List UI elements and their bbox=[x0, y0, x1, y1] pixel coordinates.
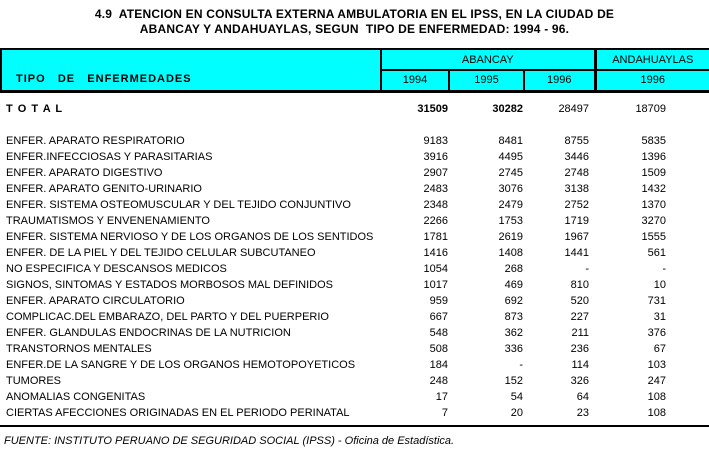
column-header-abancay-1994: 1994 bbox=[381, 70, 449, 91]
cell-andahuaylas-1996: 108 bbox=[647, 407, 667, 419]
page-title-line2: ABANCAY Y ANDAHUAYLAS, SEGUN TIPO DE ENFERMEDAD: 1994 - 96. bbox=[139, 22, 570, 36]
table-row bbox=[1, 197, 709, 213]
total-label: T O T A L bbox=[6, 103, 64, 115]
cell-1994: 9183 bbox=[423, 135, 448, 147]
table-row bbox=[1, 389, 709, 405]
row-label: ENFER. APARATO DIGESTIVO bbox=[6, 167, 163, 179]
column-header-andahuaylas-1996: 1996 bbox=[595, 70, 709, 91]
cell-1996: 236 bbox=[570, 343, 590, 355]
row-label: COMPLICAC.DEL EMBARAZO, DEL PARTO Y DEL PUERPERIO bbox=[6, 311, 329, 323]
table-row bbox=[1, 309, 709, 325]
cell-1994: 1017 bbox=[423, 279, 448, 291]
cell-1996: 3446 bbox=[564, 151, 590, 163]
table-row bbox=[1, 405, 709, 421]
cell-andahuaylas-1996: 10 bbox=[653, 279, 667, 291]
row-label: TUMORES bbox=[6, 375, 61, 387]
cell-1996: 23 bbox=[576, 407, 590, 419]
page-title-line1: 4.9 ATENCION EN CONSULTA EXTERNA AMBULATORIA EN EL IPSS, EN LA CIUDAD DE bbox=[94, 7, 615, 21]
column-header-abancay-1996: 1996 bbox=[524, 70, 595, 91]
page-title bbox=[0, 0, 709, 37]
cell-1994: 1054 bbox=[423, 263, 448, 275]
cell-1995: 692 bbox=[504, 295, 523, 307]
cell-1995: 54 bbox=[510, 391, 523, 403]
row-label: ENFER. SISTEMA OSTEOMUSCULAR Y DEL TEJIDO CONJUNTIVO bbox=[6, 199, 351, 211]
cell-1995: 20 bbox=[510, 407, 523, 419]
row-label: SIGNOS, SINTOMAS Y ESTADOS MORBOSOS MAL DEFINIDOS bbox=[6, 279, 334, 291]
column-group-andahuaylas: ANDAHUAYLAS bbox=[595, 49, 709, 70]
cell-andahuaylas-1996: 1432 bbox=[641, 183, 667, 195]
cell-1996: 520 bbox=[570, 295, 590, 307]
cell-andahuaylas-1996: 31 bbox=[653, 311, 667, 323]
header-row-groups bbox=[1, 49, 709, 70]
cell-1996: 1441 bbox=[564, 247, 590, 259]
row-label: ENFER. SISTEMA NERVIOSO Y DE LOS ORGANOS DE LOS SENTIDOS bbox=[6, 231, 374, 243]
column-header-disease-type: TIPO DE ENFERMEDADES bbox=[1, 49, 381, 91]
cell-1994: 667 bbox=[429, 311, 448, 323]
total-value-andahuaylas-1996: 18709 bbox=[635, 103, 667, 115]
cell-1995: 268 bbox=[504, 263, 523, 275]
cell-1996: 227 bbox=[570, 311, 590, 323]
cell-1994: 1416 bbox=[423, 247, 448, 259]
cell-1994: 7 bbox=[441, 407, 448, 419]
cell-1994: 959 bbox=[429, 295, 448, 307]
cell-andahuaylas-1996: 3270 bbox=[641, 215, 667, 227]
cell-1996: 64 bbox=[576, 391, 590, 403]
table-body bbox=[1, 91, 709, 421]
row-label: ENFER.DE LA SANGRE Y DE LOS ORGANOS HEMOTOPOYETICOS bbox=[6, 359, 356, 371]
cell-1995: 2479 bbox=[498, 199, 523, 211]
table-row bbox=[1, 149, 709, 165]
table-row bbox=[1, 261, 709, 277]
table-row bbox=[1, 277, 709, 293]
cell-1995: 873 bbox=[504, 311, 523, 323]
row-label: NO ESPECIFICA Y DESCANSOS MEDICOS bbox=[6, 263, 227, 275]
cell-andahuaylas-1996: 1509 bbox=[641, 167, 667, 179]
total-value-1994: 31509 bbox=[417, 103, 448, 115]
cell-1996: 1967 bbox=[564, 231, 590, 243]
row-label: ENFER. APARATO RESPIRATORIO bbox=[6, 135, 185, 147]
cell-1995: 1408 bbox=[498, 247, 523, 259]
spacer-row bbox=[1, 118, 709, 133]
cell-1994: 2348 bbox=[423, 199, 448, 211]
column-group-abancay: ABANCAY bbox=[381, 49, 595, 70]
row-label: ANOMALIAS CONGENITAS bbox=[6, 391, 146, 403]
cell-1996: 326 bbox=[570, 375, 590, 387]
total-value-1995: 30282 bbox=[492, 103, 523, 115]
cell-1996: 2748 bbox=[564, 167, 590, 179]
cell-1995: - bbox=[519, 359, 523, 371]
table-row bbox=[1, 373, 709, 389]
cell-1995: 1753 bbox=[498, 215, 523, 227]
cell-1994: 508 bbox=[429, 343, 448, 355]
cell-1994: 548 bbox=[429, 327, 448, 339]
row-label: ENFER. APARATO CIRCULATORIO bbox=[6, 295, 185, 307]
data-table bbox=[0, 48, 709, 421]
spacer-row bbox=[1, 91, 709, 100]
total-row bbox=[1, 100, 709, 118]
cell-1994: 17 bbox=[435, 391, 448, 403]
row-label: TRANSTORNOS MENTALES bbox=[6, 343, 152, 355]
cell-1995: 3076 bbox=[498, 183, 523, 195]
cell-1995: 8481 bbox=[498, 135, 523, 147]
row-label: TRAUMATISMOS Y ENVENENAMIENTO bbox=[6, 215, 210, 227]
cell-1996: 3138 bbox=[564, 183, 590, 195]
table-row bbox=[1, 245, 709, 261]
row-label: ENFER. APARATO GENITO-URINARIO bbox=[6, 183, 202, 195]
cell-1996: 8755 bbox=[564, 135, 590, 147]
cell-1994: 3916 bbox=[423, 151, 448, 163]
cell-andahuaylas-1996: 1555 bbox=[641, 231, 667, 243]
cell-1996: 1719 bbox=[564, 215, 590, 227]
cell-andahuaylas-1996: - bbox=[662, 263, 667, 275]
row-label: CIERTAS AFECCIONES ORIGINADAS EN EL PERIODO PERINATAL bbox=[6, 407, 350, 419]
cell-1994: 2483 bbox=[423, 183, 448, 195]
cell-1996: 211 bbox=[571, 327, 590, 339]
cell-1996: 114 bbox=[571, 359, 590, 371]
row-label: ENFER. DE LA PIEL Y DEL TEJIDO CELULAR SUBCUTANEO bbox=[6, 247, 316, 259]
table-row bbox=[1, 229, 709, 245]
cell-1994: 2266 bbox=[423, 215, 448, 227]
cell-1994: 184 bbox=[429, 359, 448, 371]
cell-andahuaylas-1996: 561 bbox=[647, 247, 667, 259]
cell-1996: 810 bbox=[570, 279, 590, 291]
cell-1995: 152 bbox=[504, 375, 523, 387]
table-row bbox=[1, 341, 709, 357]
cell-andahuaylas-1996: 67 bbox=[653, 343, 667, 355]
cell-1995: 4495 bbox=[498, 151, 523, 163]
table-row bbox=[1, 165, 709, 181]
cell-1995: 336 bbox=[504, 343, 523, 355]
column-header-abancay-1995: 1995 bbox=[449, 70, 524, 91]
cell-1996: 2752 bbox=[564, 199, 590, 211]
cell-andahuaylas-1996: 103 bbox=[647, 359, 667, 371]
cell-1995: 362 bbox=[504, 327, 523, 339]
cell-1995: 2745 bbox=[498, 167, 523, 179]
source-note: FUENTE: INSTITUTO PERUANO DE SEGURIDAD SOCIAL (IPSS) - Oficina de Estadística. bbox=[4, 435, 455, 447]
table-row bbox=[1, 181, 709, 197]
cell-1994: 2907 bbox=[423, 167, 448, 179]
cell-1994: 248 bbox=[429, 375, 448, 387]
cell-andahuaylas-1996: 108 bbox=[647, 391, 667, 403]
cell-andahuaylas-1996: 1370 bbox=[641, 199, 667, 211]
cell-andahuaylas-1996: 731 bbox=[647, 295, 667, 307]
cell-andahuaylas-1996: 1396 bbox=[641, 151, 667, 163]
cell-1995: 469 bbox=[504, 279, 523, 291]
table-row bbox=[1, 293, 709, 309]
cell-andahuaylas-1996: 5835 bbox=[641, 135, 667, 147]
table-row bbox=[1, 213, 709, 229]
cell-1996: - bbox=[585, 263, 590, 275]
row-label: ENFER. GLANDULAS ENDOCRINAS DE LA NUTRICION bbox=[6, 327, 291, 339]
cell-andahuaylas-1996: 247 bbox=[647, 375, 667, 387]
table-header bbox=[1, 49, 709, 91]
table-row bbox=[1, 133, 709, 149]
cell-andahuaylas-1996: 376 bbox=[647, 327, 667, 339]
total-value-1996: 28497 bbox=[558, 103, 590, 115]
row-label: ENFER.INFECCIOSAS Y PARASITARIAS bbox=[6, 151, 213, 163]
table-row bbox=[1, 357, 709, 373]
cell-1995: 2619 bbox=[498, 231, 523, 243]
cell-1994: 1781 bbox=[423, 231, 448, 243]
table-row bbox=[1, 325, 709, 341]
